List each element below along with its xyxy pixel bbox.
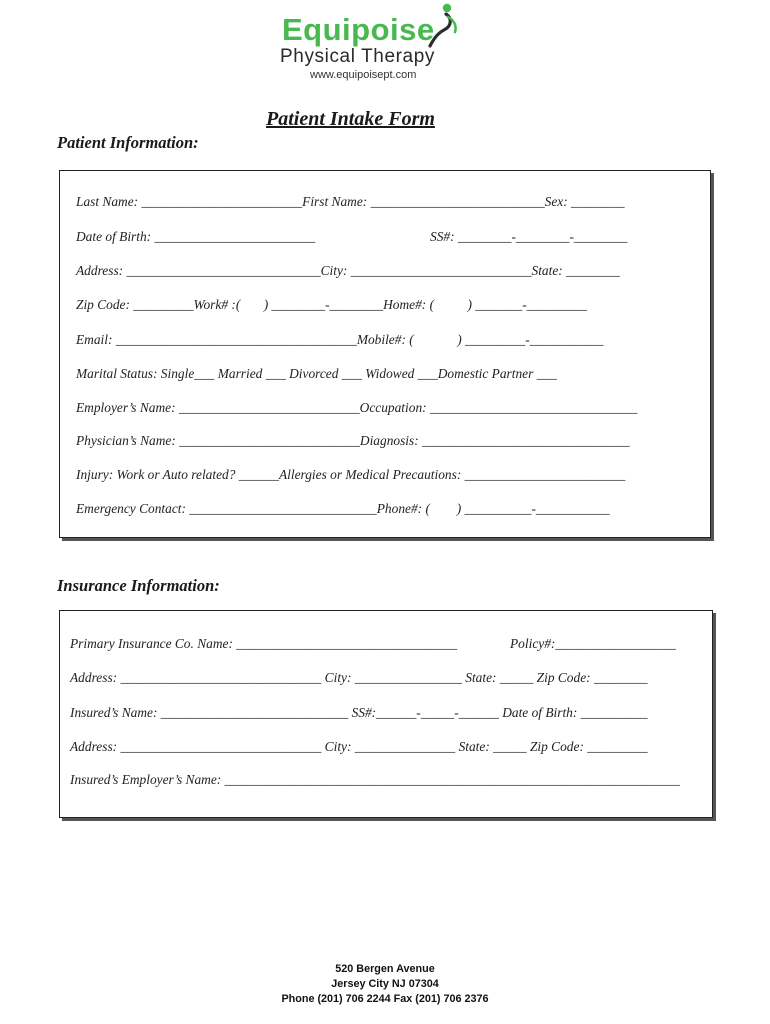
insurance-address-fields[interactable]: Address: ______________________________ City: ________________ State: _____ Zip Code: ________ [70, 670, 648, 685]
primary-insurance-field[interactable]: Primary Insurance Co. Name: _________________________________ [70, 636, 458, 651]
footer-address-line1: 520 Bergen Avenue [335, 963, 435, 975]
footer-phone-line: Phone (201) 706 2244 Fax (201) 706 2376 [281, 993, 489, 1005]
zip-work-home-fields[interactable]: Zip Code: _________Work# :( ) ________-________Home#: ( ) _______-_________ [76, 297, 587, 312]
running-figure-icon [426, 2, 460, 48]
patient-section-title: Patient Information: [57, 133, 199, 152]
physician-diagnosis-fields[interactable]: Physician’s Name: ___________________________Diagnosis: _______________________________ [76, 433, 630, 448]
footer-address-line2: Jersey City NJ 07304 [331, 978, 439, 990]
injury-allergies-fields[interactable]: Injury: Work or Auto related? ______Allergies or Medical Precautions: ________________________ [76, 467, 626, 482]
insured-employer-field[interactable]: Insured’s Employer’s Name: ____________________________________________________________________ [70, 772, 680, 787]
insured-name-fields[interactable]: Insured’s Name: ____________________________ SS#:______-_____-______ Date of Birth: __________ [70, 705, 648, 720]
marital-status-field[interactable]: Marital Status: Single___ Married ___ Divorced ___ Widowed ___Domestic Partner ___ [76, 366, 557, 381]
address-city-state-fields[interactable]: Address: _____________________________City: ___________________________State: ________ [76, 263, 620, 278]
ssn-field[interactable]: SS#: ________-________-________ [430, 229, 628, 244]
last-first-sex-fields[interactable]: Last Name: ________________________First Name: __________________________Sex: ________ [76, 194, 625, 209]
emergency-contact-fields[interactable]: Emergency Contact: ____________________________Phone#: ( ) __________-___________ [76, 501, 610, 516]
insurance-section-title: Insurance Information: [57, 576, 220, 595]
employer-occupation-fields[interactable]: Employer’s Name: ___________________________Occupation: _______________________________ [76, 400, 638, 415]
insured-address-fields[interactable]: Address: ______________________________ City: _______________ State: _____ Zip Code: _________ [70, 739, 648, 754]
email-mobile-fields[interactable]: Email: ____________________________________Mobile#: ( ) _________-___________ [76, 332, 604, 347]
form-title: Patient Intake Form [266, 108, 435, 130]
policy-number-field[interactable]: Policy#:__________________ [510, 636, 676, 651]
logo-wordmark: Equipoise [282, 12, 435, 47]
date-of-birth-field[interactable]: Date of Birth: ________________________ [76, 229, 316, 244]
website-url: www.equipoisept.com [310, 69, 417, 81]
logo-subtitle: Physical Therapy [280, 46, 435, 67]
